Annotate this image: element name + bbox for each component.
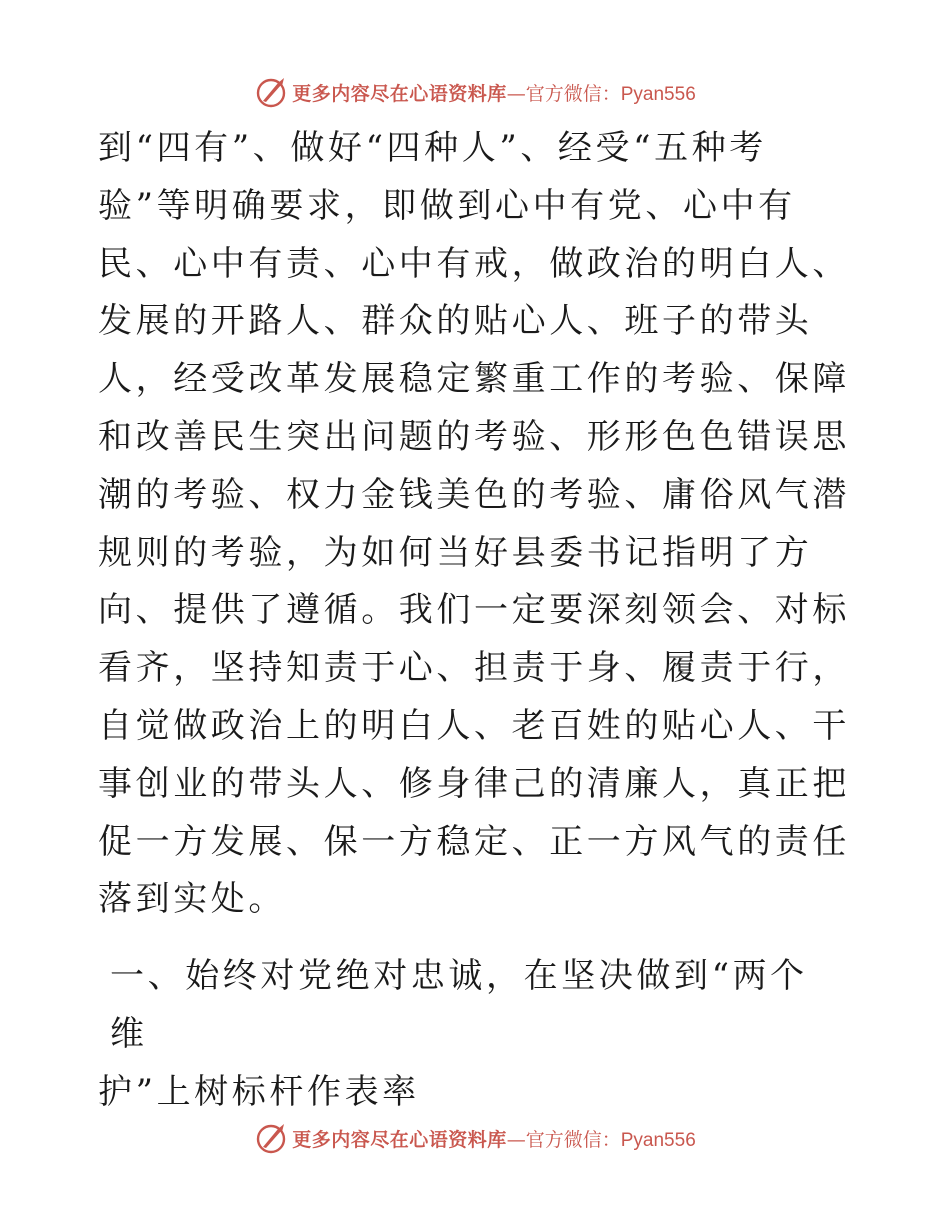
section-heading-line-2: 护”上树标杆作表率	[98, 1071, 420, 1112]
footer-banner-subtitle	[507, 1125, 696, 1152]
section-heading-line-1: 一、始终对党绝对忠诚，在坚决做到“两个维	[110, 956, 808, 1054]
quill-pen-circle-logo-icon	[254, 1121, 288, 1155]
footer-banner-wechat-label: —官方微信：	[506, 1128, 621, 1151]
header-banner-wechat-id: Pyan556	[620, 83, 696, 105]
footer-banner-wechat-id: Pyan556	[620, 1129, 696, 1151]
document-body	[98, 120, 854, 1122]
section-heading	[98, 948, 810, 1121]
footer-banner-title: 更多内容尽在心语资料库	[292, 1128, 507, 1151]
body-paragraph: 到“四有”、做好“四种人”、经受“五种考验”等明确要求，即做到心中有党、心中有民、心中有责、心中有戒，做政治的明白人、发展的开路人、群众的贴心人、班子的带头人，经受改革发展稳定繁重工作的考验、保障和改善民生突出问题的考验、形形色色错误思潮的考验、权力金钱美色的考验、庸俗风气潜规则的考验，为如何当好县委书记指明了方向、提供了遵循。我们一定要深刻领会、对标看齐，坚持知责于心、担责于身、履责于行，自觉做政治上的明白人、老百姓的贴心人、干事创业的带头人、修身律己的清廉人，真正把促一方发展、保一方稳定、正一方风气的责任落到实处。	[98, 128, 850, 920]
quill-pen-circle-logo-icon	[254, 75, 288, 109]
header-banner-wechat-label: —官方微信：	[506, 82, 621, 105]
header-banner-subtitle	[507, 79, 696, 106]
footer-banner	[0, 1118, 950, 1158]
header-banner-title: 更多内容尽在心语资料库	[292, 82, 507, 105]
header-banner	[0, 72, 950, 112]
